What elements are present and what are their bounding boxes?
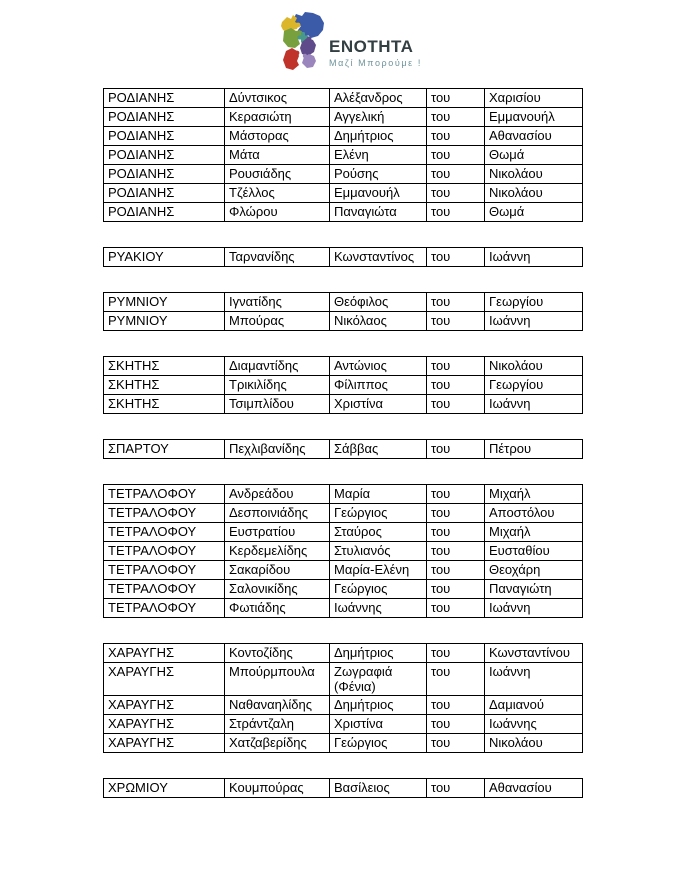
table-row (104, 203, 583, 222)
enotita-logo (278, 10, 422, 73)
fathername-cell: Νικολάου (485, 357, 583, 376)
particle-cell: του (427, 663, 485, 696)
table-row (104, 293, 583, 312)
particle-cell: του (427, 395, 485, 414)
settlement-cell: ΧΑΡΑΥΓΗΣ (104, 644, 225, 663)
particle-cell: του (427, 293, 485, 312)
particle-cell: του (427, 644, 485, 663)
settlement-cell: ΣΠΑΡΤΟΥ (104, 440, 225, 459)
settlement-cell: ΡΟΔΙΑΝΗΣ (104, 165, 225, 184)
settlement-cell: ΡΥΜΝΙΟΥ (104, 293, 225, 312)
roster-table (103, 484, 583, 618)
surname-cell: Ρουσιάδης (225, 165, 330, 184)
particle-cell: του (427, 184, 485, 203)
settlement-cell: ΡΥΜΝΙΟΥ (104, 312, 225, 331)
settlement-cell: ΤΕΤΡΑΛΟΦΟΥ (104, 580, 225, 599)
surname-cell: Δεσποινιάδης (225, 504, 330, 523)
puzzle-map-icon (278, 10, 328, 73)
firstname-cell: Αγγελική (330, 108, 427, 127)
surname-cell: Ταρνανίδης (225, 248, 330, 267)
roster-table (103, 247, 583, 267)
settlement-cell: ΡΟΔΙΑΝΗΣ (104, 203, 225, 222)
settlement-cell: ΣΚΗΤΗΣ (104, 395, 225, 414)
settlement-cell: ΡΟΔΙΑΝΗΣ (104, 127, 225, 146)
table-row (104, 580, 583, 599)
fathername-cell: Δαμιανού (485, 696, 583, 715)
firstname-cell: Αντώνιος (330, 357, 427, 376)
table-row (104, 312, 583, 331)
surname-cell: Μπούρας (225, 312, 330, 331)
table-row (104, 696, 583, 715)
particle-cell: του (427, 127, 485, 146)
surname-cell: Κουμπούρας (225, 779, 330, 798)
fathername-cell: Παναγιώτη (485, 580, 583, 599)
fathername-cell: Μιχαήλ (485, 485, 583, 504)
settlement-cell: ΤΕΤΡΑΛΟΦΟΥ (104, 542, 225, 561)
firstname-cell: Γεώργιος (330, 734, 427, 753)
firstname-cell: Ρούσης (330, 165, 427, 184)
firstname-cell: Γεώργιος (330, 580, 427, 599)
fathername-cell: Νικολάου (485, 184, 583, 203)
table-row (104, 89, 583, 108)
particle-cell: του (427, 734, 485, 753)
firstname-cell: Αλέξανδρος (330, 89, 427, 108)
particle-cell: του (427, 203, 485, 222)
fathername-cell: Μιχαήλ (485, 523, 583, 542)
fathername-cell: Ευσταθίου (485, 542, 583, 561)
settlement-cell: ΧΑΡΑΥΓΗΣ (104, 734, 225, 753)
settlement-cell: ΡΟΔΙΑΝΗΣ (104, 184, 225, 203)
table-row (104, 395, 583, 414)
particle-cell: του (427, 146, 485, 165)
settlement-cell: ΤΕΤΡΑΛΟΦΟΥ (104, 561, 225, 580)
fathername-cell: Θεοχάρη (485, 561, 583, 580)
particle-cell: του (427, 108, 485, 127)
particle-cell: του (427, 165, 485, 184)
particle-cell: του (427, 440, 485, 459)
firstname-cell: Νικόλαος (330, 312, 427, 331)
firstname-cell: Μαρία (330, 485, 427, 504)
table-row (104, 108, 583, 127)
firstname-cell: Σάββας (330, 440, 427, 459)
surname-cell: Σαλονικίδης (225, 580, 330, 599)
firstname-cell: Δημήτριος (330, 127, 427, 146)
surname-cell: Δύντσικος (225, 89, 330, 108)
table-row (104, 485, 583, 504)
firstname-cell: Δημήτριος (330, 644, 427, 663)
fathername-cell: Ιωάννη (485, 312, 583, 331)
surname-cell: Στράντζαλη (225, 715, 330, 734)
table-row (104, 357, 583, 376)
fathername-cell: Χαρισίου (485, 89, 583, 108)
roster-table (103, 778, 583, 798)
settlement-cell: ΤΕΤΡΑΛΟΦΟΥ (104, 485, 225, 504)
firstname-cell: Χριστίνα (330, 715, 427, 734)
particle-cell: του (427, 561, 485, 580)
table-row (104, 523, 583, 542)
surname-cell: Τζέλλος (225, 184, 330, 203)
table-row (104, 663, 583, 696)
firstname-cell: Βασίλειος (330, 779, 427, 798)
particle-cell: του (427, 357, 485, 376)
surname-cell: Τσιμπλίδου (225, 395, 330, 414)
firstname-cell: Κωνσταντίνος (330, 248, 427, 267)
firstname-cell: Εμμανουήλ (330, 184, 427, 203)
table-row (104, 376, 583, 395)
surname-cell: Σακαρίδου (225, 561, 330, 580)
roster-table (103, 88, 583, 222)
particle-cell: του (427, 542, 485, 561)
particle-cell: του (427, 89, 485, 108)
roster-table (103, 292, 583, 331)
firstname-cell: Παναγιώτα (330, 203, 427, 222)
settlement-cell: ΧΑΡΑΥΓΗΣ (104, 696, 225, 715)
table-row (104, 561, 583, 580)
table-row (104, 715, 583, 734)
roster-table (103, 356, 583, 414)
settlement-cell: ΡΟΔΙΑΝΗΣ (104, 89, 225, 108)
surname-cell: Φωτιάδης (225, 599, 330, 618)
fathername-cell: Νικολάου (485, 165, 583, 184)
roster-tables-container (103, 88, 584, 823)
particle-cell: του (427, 248, 485, 267)
fathername-cell: Νικολάου (485, 734, 583, 753)
fathername-cell: Ιωάννης (485, 715, 583, 734)
surname-cell: Κερδεμελίδης (225, 542, 330, 561)
fathername-cell: Γεωργίου (485, 293, 583, 312)
particle-cell: του (427, 376, 485, 395)
table-row (104, 248, 583, 267)
firstname-cell: Δημήτριος (330, 696, 427, 715)
particle-cell: του (427, 523, 485, 542)
roster-table (103, 439, 583, 459)
settlement-cell: ΡΟΔΙΑΝΗΣ (104, 108, 225, 127)
settlement-cell: ΤΕΤΡΑΛΟΦΟΥ (104, 599, 225, 618)
firstname-cell: Στυλιανός (330, 542, 427, 561)
settlement-cell: ΡΥΑΚΙΟΥ (104, 248, 225, 267)
particle-cell: του (427, 715, 485, 734)
firstname-cell: Ελένη (330, 146, 427, 165)
fathername-cell: Ιωάννη (485, 395, 583, 414)
firstname-cell: Σταύρος (330, 523, 427, 542)
particle-cell: του (427, 485, 485, 504)
particle-cell: του (427, 504, 485, 523)
table-row (104, 165, 583, 184)
roster-table (103, 643, 583, 753)
surname-cell: Ιγνατίδης (225, 293, 330, 312)
table-row (104, 779, 583, 798)
settlement-cell: ΣΚΗΤΗΣ (104, 357, 225, 376)
fathername-cell: Πέτρου (485, 440, 583, 459)
surname-cell: Κοντοζίδης (225, 644, 330, 663)
settlement-cell: ΡΟΔΙΑΝΗΣ (104, 146, 225, 165)
logo-text-block (329, 38, 422, 73)
surname-cell: Τρικιλίδης (225, 376, 330, 395)
settlement-cell: ΤΕΤΡΑΛΟΦΟΥ (104, 504, 225, 523)
fathername-cell: Αποστόλου (485, 504, 583, 523)
settlement-cell: ΧΑΡΑΥΓΗΣ (104, 663, 225, 696)
firstname-cell: Φίλιππος (330, 376, 427, 395)
surname-cell: Ανδρεάδου (225, 485, 330, 504)
surname-cell: Φλώρου (225, 203, 330, 222)
surname-cell: Μάστορας (225, 127, 330, 146)
fathername-cell: Εμμανουήλ (485, 108, 583, 127)
table-row (104, 734, 583, 753)
settlement-cell: ΣΚΗΤΗΣ (104, 376, 225, 395)
firstname-cell: Θεόφιλος (330, 293, 427, 312)
fathername-cell: Γεωργίου (485, 376, 583, 395)
firstname-cell: Χριστίνα (330, 395, 427, 414)
surname-cell: Μπούρμπουλα (225, 663, 330, 696)
fathername-cell: Αθανασίου (485, 779, 583, 798)
fathername-cell: Ιωάννη (485, 248, 583, 267)
particle-cell: του (427, 312, 485, 331)
surname-cell: Διαμαντίδης (225, 357, 330, 376)
surname-cell: Μάτα (225, 146, 330, 165)
logo-subtitle: Μαζί Μπορούμε ! (329, 58, 422, 68)
table-row (104, 599, 583, 618)
surname-cell: Κερασιώτη (225, 108, 330, 127)
table-row (104, 440, 583, 459)
settlement-cell: ΧΡΩΜΙΟΥ (104, 779, 225, 798)
particle-cell: του (427, 580, 485, 599)
fathername-cell: Θωμά (485, 146, 583, 165)
surname-cell: Ευστρατίου (225, 523, 330, 542)
table-row (104, 504, 583, 523)
fathername-cell: Κωνσταντίνου (485, 644, 583, 663)
logo-title: ΕΝΟΤΗΤΑ (329, 37, 414, 56)
settlement-cell: ΤΕΤΡΑΛΟΦΟΥ (104, 523, 225, 542)
table-row (104, 644, 583, 663)
table-row (104, 184, 583, 203)
table-row (104, 542, 583, 561)
firstname-cell: Γεώργιος (330, 504, 427, 523)
particle-cell: του (427, 779, 485, 798)
firstname-cell: Ιωάννης (330, 599, 427, 618)
surname-cell: Χατζαβερίδης (225, 734, 330, 753)
particle-cell: του (427, 696, 485, 715)
fathername-cell: Αθανασίου (485, 127, 583, 146)
fathername-cell: Ιωάννη (485, 599, 583, 618)
particle-cell: του (427, 599, 485, 618)
table-row (104, 127, 583, 146)
surname-cell: Πεχλιβανίδης (225, 440, 330, 459)
surname-cell: Ναθαναηλίδης (225, 696, 330, 715)
table-row (104, 146, 583, 165)
fathername-cell: Θωμά (485, 203, 583, 222)
fathername-cell: Ιωάννη (485, 663, 583, 696)
firstname-cell: Μαρία-Ελένη (330, 561, 427, 580)
settlement-cell: ΧΑΡΑΥΓΗΣ (104, 715, 225, 734)
firstname-cell: Ζωγραφιά (Φένια) (330, 663, 427, 696)
